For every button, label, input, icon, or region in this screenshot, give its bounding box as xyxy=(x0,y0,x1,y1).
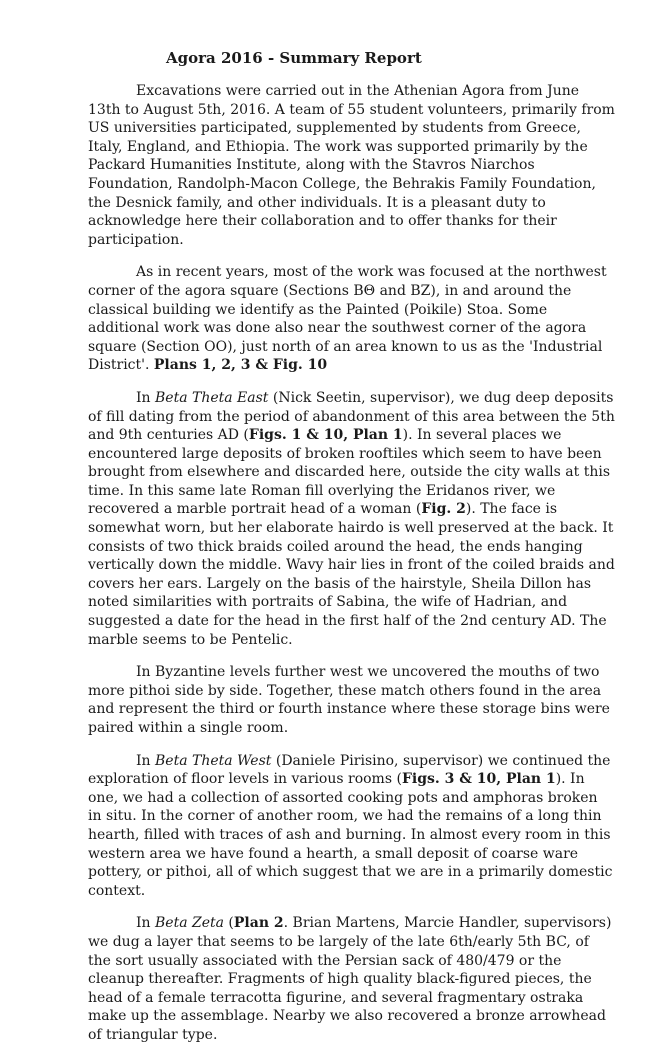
text-run: ). The face is somewhat worn, but her elaborate hairdo is well preserved at the back. It consists of two thick braids coiled around the head, the ends hanging vertically down the middle. Wavy hair lies in front of the coiled braids and covers her ears. Largely on the basis of the hairstyle, Sheila Dillon has noted similarities with portraits of Sabina, the wife of Hadrian, and suggested a date for the head in the first half of the 2nd century AD. The marble seems to be Pentelic. xyxy=(88,501,615,648)
area-name: Beta Theta East xyxy=(155,389,269,406)
paragraph-focus xyxy=(88,263,615,375)
text-run: (Daniele Pirisino, supervisor) we continued the exploration of floor levels in various rooms ( xyxy=(88,752,611,788)
paragraph-intro: Excavations were carried out in the Athenian Agora from June 13th to August 5th, 2016. A team of 55 student volunteers, primarily from US universities participated, supplemented by students from Greece, Italy, England, and Ethiopia. The work was supported primarily by the Packard Humanities Institute, along with the Stavros Niarchos Foundation, Randolph-Macon College, the Behrakis Family Foundation, the Desnick family, and other individuals. It is a pleasant duty to acknowledge here their collaboration and to offer thanks for their participation. xyxy=(88,83,615,248)
figure-reference: Fig. 2 xyxy=(421,501,466,518)
paragraph-beta-theta-west xyxy=(88,752,615,901)
plan-reference: Plan 2 xyxy=(233,915,284,932)
area-name: Beta Zeta xyxy=(155,915,224,932)
text-run: In xyxy=(136,752,155,769)
area-name: Beta Theta West xyxy=(155,752,272,769)
paragraph-beta-zeta xyxy=(88,914,615,1044)
figure-reference: Figs. 3 & 10, Plan 1 xyxy=(401,771,556,788)
text-run: ( xyxy=(223,915,234,932)
text-run: In xyxy=(136,915,155,932)
paragraph-byzantine: In Byzantine levels further west we uncovered the mouths of two more pithoi side by side. Together, these match others found in the area and represent the third or fourth instance where these storage bins were paired within a single room. xyxy=(88,664,610,736)
text-run: . Brian Martens, Marcie Handler, supervisors) we dug a layer that seems to be largely of the late 6th/early 5th BC, of the sort usually associated with the Persian sack of 480/479 or the cleanup thereafter. Fragments of high quality black-figured pieces, the head of a female terracotta figurine, and several fragmentary ostraka make up the assemblage. Nearby we also recovered a bronze arrowhead of triangular type. xyxy=(88,915,612,1043)
plans-reference: Plans 1, 2, 3 & Fig. 10 xyxy=(153,357,328,374)
text-run: (Nick Seetin, supervisor), we dug deep deposits of fill dating from the period of abandonment of this area between the 5th and 9th centuries AD ( xyxy=(88,389,615,444)
text-run: In xyxy=(136,389,155,406)
paragraph-focus-text: As in recent years, most of the work was focused at the northwest corner of the agora square (Sections BΘ and BZ), in and around the classical building we identify as the Painted (Poikile) Stoa. Some additional work was done also near the southwest corner of the agora square (Section OO), just north of an area known to us as the 'Industrial District'. xyxy=(88,264,607,374)
figure-reference: Figs. 1 & 10, Plan 1 xyxy=(248,427,403,444)
text-run: ). In one, we had a collection of assorted cooking pots and amphoras broken in situ. In the corner of another room, we had the remains of a long thin hearth, filled with traces of ash and burning. In almost every room in this western area we have found a hearth, a small deposit of coarse ware pottery, or pithoi, all of which suggest that we are in a primarily domestic context. xyxy=(88,771,613,899)
text-run: ). In several places we encountered large deposits of broken rooftiles which seem to have been brought from elsewhere and discarded here, outside the city walls at this time. In this same late Roman fill overlying the Eridanos river, we recovered a marble portrait head of a woman ( xyxy=(88,427,611,518)
report-title: Agora 2016 - Summary Report xyxy=(166,49,422,67)
paragraph-beta-theta-east xyxy=(88,389,615,649)
